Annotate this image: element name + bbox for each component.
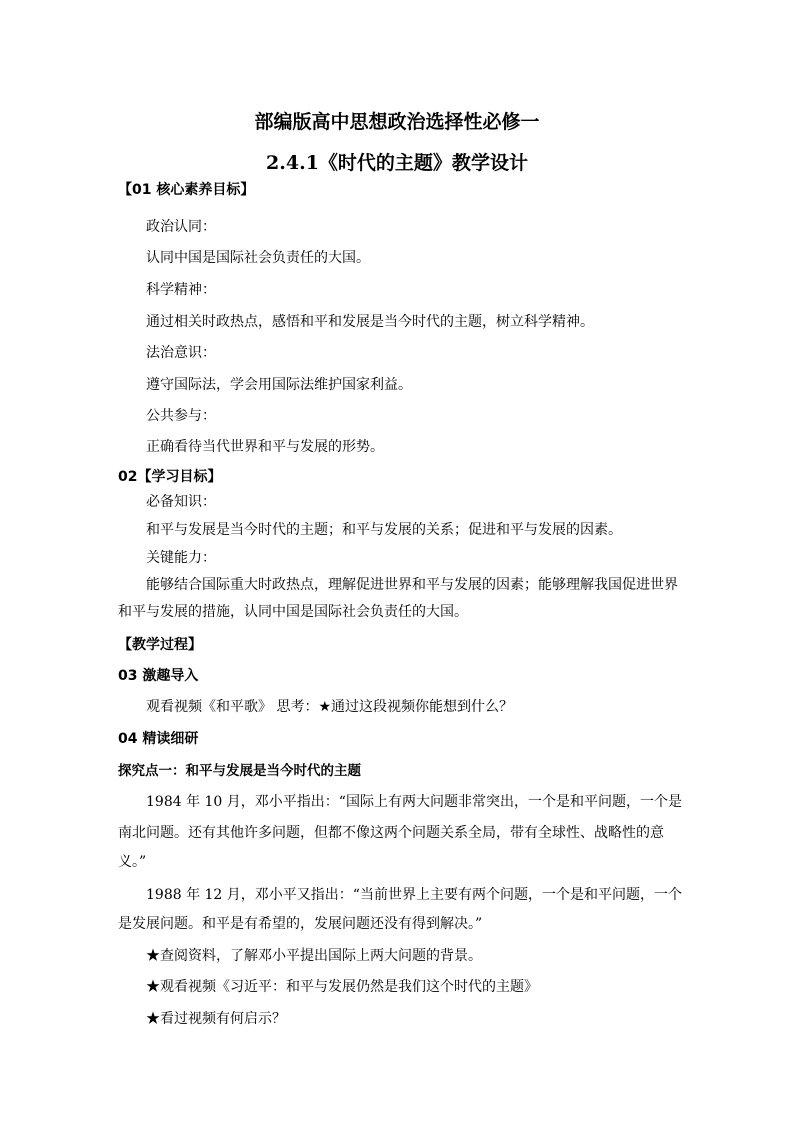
paragraph-line: 1988 年 12 月，邓小平又指出：“当前世界上主要有两个问题，一个是和平问题，一个	[146, 887, 682, 903]
study-line: 关键能力：	[146, 550, 216, 566]
paragraph-line: 1984 年 10 月，邓小平指出：“国际上有两大问题非常突出，一个是和平问题，一个是	[146, 794, 682, 810]
section-heading-goals: 【01 核心素养目标】	[118, 182, 255, 198]
goal-line: 正确看待当代世界和平与发展的形势。	[146, 439, 384, 455]
goal-line: 科学精神：	[146, 282, 216, 298]
goal-line: 法治意识：	[146, 345, 216, 361]
task-line: ★查阅资料，了解邓小平提出国际上两大问题的背景。	[146, 948, 482, 964]
paragraph-line: 南北问题。还有其他许多问题，但都不像这两个问题关系全局，带有全球性、战略性的意	[118, 825, 664, 841]
goal-line: 通过相关时政热点，感悟和平和发展是当今时代的主题，树立科学精神。	[146, 314, 594, 330]
explore-heading: 探究点一：和平与发展是当今时代的主题	[118, 763, 361, 779]
intro-text: 观看视频《和平歌》 思考：★通过这段视频你能想到什么？	[146, 699, 513, 715]
goal-line: 认同中国是国际社会负责任的大国。	[146, 250, 370, 266]
study-line: 和平与发展是当今时代的主题；和平与发展的关系；促进和平与发展的因素。	[146, 522, 622, 538]
section-heading-process: 【教学过程】	[118, 637, 202, 653]
doc-title-line-1: 部编版高中思想政治选择性必修一	[254, 111, 540, 133]
doc-title-line-2: 2.4.1《时代的主题》教学设计	[266, 152, 528, 174]
goal-line: 政治认同：	[146, 219, 216, 235]
task-line: ★看过视频有何启示？	[146, 1011, 286, 1027]
task-line: ★观看视频《习近平：和平与发展仍然是我们这个时代的主题》	[146, 979, 538, 995]
goal-line: 遵守国际法，学会用国际法维护国家利益。	[146, 377, 412, 393]
section-heading-intro: 03 激趣导入	[118, 668, 199, 684]
goal-line: 公共参与：	[146, 408, 216, 424]
section-heading-study: 02【学习目标】	[118, 469, 222, 485]
paragraph-line: 义。”	[118, 854, 147, 870]
study-line: 必备知识：	[146, 494, 216, 510]
study-line: 和平与发展的措施，认同中国是国际社会负责任的大国。	[118, 604, 468, 620]
study-line: 能够结合国际重大时政热点，理解促进世界和平与发展的因素；能够理解我国促进世界	[146, 577, 678, 593]
section-heading-read: 04 精读细研	[118, 731, 199, 747]
paragraph-line: 是发展问题。和平是有希望的，发展问题还没有得到解决。”	[118, 916, 483, 932]
